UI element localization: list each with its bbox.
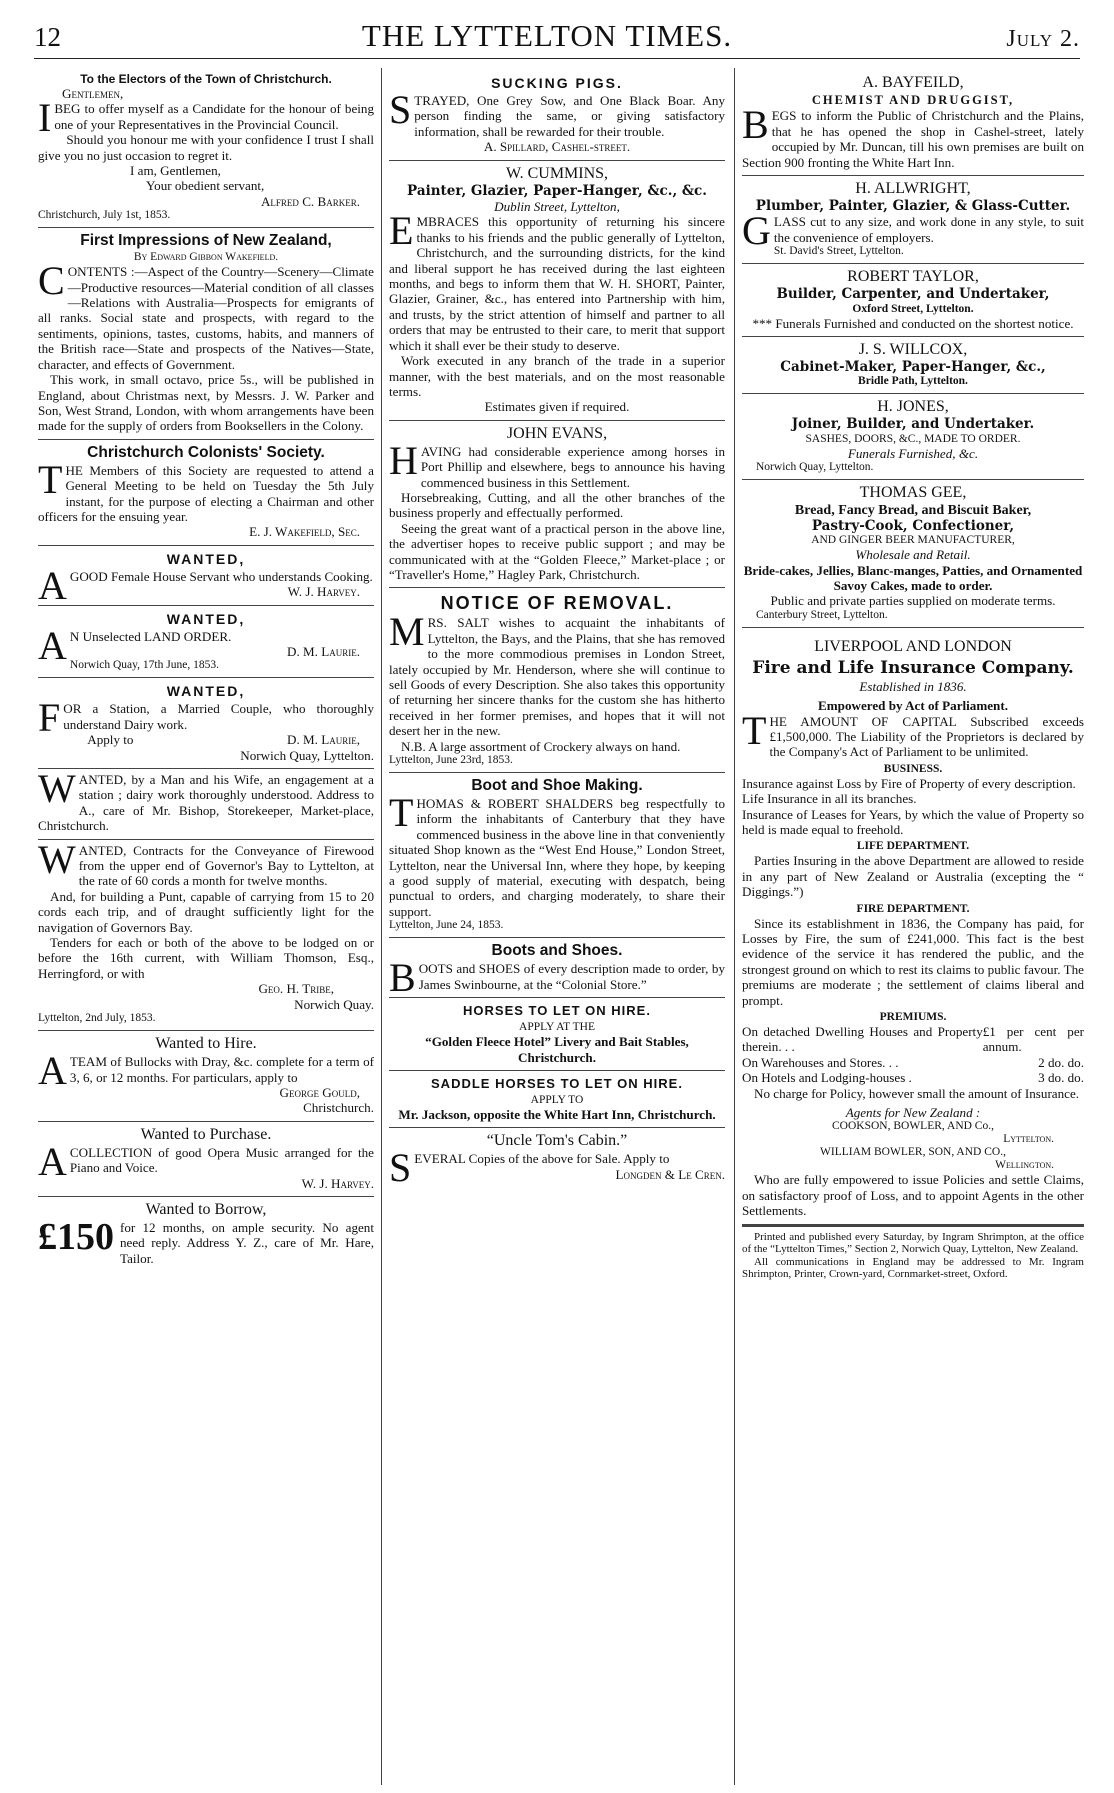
ad-heading: JOHN EVANS,	[506, 424, 608, 442]
issue-date: July 2.	[1006, 26, 1080, 52]
premium-rate: £1 per cent per annum.	[982, 1024, 1084, 1055]
ad-signature: Longden & Le Cren.	[615, 1166, 725, 1182]
ad-heading: To the Electors of the Town of Christchurch.	[80, 72, 332, 86]
column-rule	[381, 68, 382, 1785]
ad-heading: Christchurch Colonists' Society.	[87, 443, 325, 461]
ad-body: Public and private parties supplied on moderate terms.	[770, 593, 1056, 609]
imprint	[742, 1225, 1084, 1281]
ad-body: GLASS cut to any size, and work done in any style, to suit the convenience of employers.	[742, 208, 1084, 254]
column-rule	[734, 68, 735, 1785]
ad-signature: Alfred C. Barker.	[260, 193, 360, 209]
ad-trade: AND GINGER BEER MANUFACTURER,	[811, 534, 1015, 547]
ad-salutation: Gentlemen,	[62, 86, 124, 101]
ad-trade: Plumber, Painter, Glazier, & Glass-Cutter.	[755, 198, 1071, 215]
ad-dateline: Lyttelton, June 23rd, 1853.	[389, 754, 513, 767]
ad-heading: LIVERPOOL AND LONDON	[814, 637, 1012, 655]
ad-horses-hire	[389, 998, 725, 1071]
section-heading: BUSINESS.	[883, 762, 943, 775]
ad-body: WANTED, Contracts for the Conveyance of Firewood from the upper end of Governor's Bay to Lyttelton, at the rate of 60 cords a month for twelve months.	[38, 836, 374, 889]
premium-row	[742, 1024, 1084, 1055]
ad-heading: NOTICE OF REMOVAL.	[440, 593, 674, 614]
ad-body: Funerals Furnished, &c.	[847, 445, 979, 461]
ad-body: HAVING had considerable experience among horses in Port Phillip and elsewhere, begs to announce his having commenced business in this Settlement.	[389, 437, 725, 490]
ad-address: Bridle Path, Lyttelton.	[858, 375, 968, 388]
ad-closing: Your obedient servant,	[146, 178, 265, 194]
agents-heading: Agents for New Zealand :	[845, 1105, 981, 1121]
ad-body: IBEG to offer myself as a Candidate for the honour of being one of your Representatives in the Provincial Council.	[38, 95, 374, 141]
premium-rate: 3 do. do.	[1038, 1070, 1084, 1086]
ad-wanted-man-wife	[38, 766, 374, 840]
ad-wanted-purchase	[38, 1122, 374, 1197]
ad-address: Christchurch.	[303, 1100, 374, 1116]
ad-signature: A. Spillard, Cashel-street.	[483, 139, 631, 155]
ad-trade: Joiner, Builder, and Undertaker.	[791, 416, 1035, 433]
ad-body: SEVERAL Copies of the above for Sale. Apply to	[389, 1145, 670, 1191]
ad-willcox	[742, 337, 1084, 394]
ad-body: Tenders for each or both of the above to be lodged on or before the 16th current, with William Thomson, Esq., Herringford, or with	[38, 935, 374, 981]
ad-signature: George Gould,	[279, 1084, 360, 1100]
ad-body: No charge for Policy, however small the amount of Insurance.	[754, 1085, 1080, 1101]
column-2	[389, 70, 725, 1787]
ad-established: Established in 1836.	[859, 678, 967, 694]
ad-heading: SUCKING PIGS.	[491, 75, 623, 91]
premium-row	[742, 1055, 1084, 1070]
ad-body: MRS. SALT wishes to acquaint the inhabitants of Lyttelton, the Bays, and the Plains, that she has removed to the more commodious premises in London Street, lately occupied by Mr. Henderson, where she will continue to sell Goods of every Description. She also takes this opportunity of returning her sincere thanks for the custom she has hitherto received in her former premises, and hopes that it will not desert her in the new.	[389, 609, 725, 739]
ad-heading: Boot and Shoe Making.	[471, 777, 643, 795]
ad-address: Norwich Quay, Lyttelton.	[756, 461, 874, 474]
ad-heading: SADDLE HORSES TO LET ON HIRE.	[431, 1075, 683, 1091]
ad-empowered: Empowered by Act of Parliament.	[818, 698, 1008, 714]
ad-uncle-toms-cabin	[389, 1128, 725, 1191]
premium-label: On detached Dwelling Houses and Property therein. . .	[742, 1024, 983, 1055]
ad-heading: Fire and Life Insurance Company.	[752, 657, 1074, 678]
ad-heading: H. ALLWRIGHT,	[855, 180, 971, 198]
ad-heading: ROBERT TAYLOR,	[847, 268, 979, 286]
ad-h-jones	[742, 394, 1084, 480]
ad-apply: APPLY TO	[530, 1093, 584, 1106]
ad-body: Horsebreaking, Cutting, and all the other branches of the business properly and effectually performed.	[389, 489, 725, 521]
masthead	[34, 18, 1080, 59]
ad-body: Mr. Jackson, opposite the White Hart Inn, Christchurch.	[398, 1106, 716, 1122]
ad-closing: I am, Gentlemen,	[130, 163, 221, 179]
loan-amount: £150	[38, 1215, 114, 1258]
ad-wanted-servant	[38, 546, 374, 606]
ad-wanted-borrow	[38, 1197, 374, 1271]
ad-body: Should you honour me with your confidence I trust I shall give you no just occasion to regret it.	[38, 132, 374, 163]
ad-allwright	[742, 176, 1084, 264]
ad-address: Oxford Street, Lyttelton.	[852, 302, 974, 315]
premium-rate: 2 do. do.	[1038, 1054, 1084, 1070]
premium-row	[742, 1070, 1084, 1085]
ad-heading: WANTED,	[166, 610, 246, 627]
section-heading: LIFE DEPARTMENT.	[856, 840, 970, 853]
agent-place: Wellington.	[995, 1159, 1054, 1172]
ad-address: Dublin Street, Lyttelton,	[494, 199, 620, 215]
ad-body: THE Members of this Society are requested to attend a General Meeting to be held on Tuesday the 5th July instant, for the purpose of electing a Chairman and other officers for the ensuing year.	[38, 456, 374, 524]
ad-impressions	[38, 228, 374, 439]
ad-dateline: Christchurch, July 1st, 1853.	[38, 209, 171, 222]
ad-boot-shoe-making	[389, 773, 725, 938]
ad-heading: Boots and Shoes.	[491, 942, 623, 960]
ad-signature: D. M. Laurie,	[287, 732, 360, 748]
ad-signature: W. J. Harvey.	[301, 1175, 374, 1191]
ad-body: Seeing the great want of a practical person in the above line, the advertiser hopes to receive public support ; and may be communicated with at the “Golden Fleece,” Market-place ; or “Traveller's Home,” Hagley Park, Christchurch.	[389, 520, 725, 582]
ad-robert-taylor	[742, 264, 1084, 337]
premium-label: On Warehouses and Stores. . .	[742, 1054, 899, 1070]
ad-bayfeild	[742, 70, 1084, 176]
ad-body: Since its establishment in 1836, the Company has paid, for Losses by Fire, the sum of £241,000. This fact is the best evidence of the service it has rendered the public, and the strongest ground on which to rest its claims to public favour. The premiums are moderate ; the settlement of claims liberal and prompt.	[742, 915, 1084, 1008]
ad-body: Life Insurance in all its branches.	[742, 791, 917, 807]
imprint-line: All communications in England may be addressed to Mr. Ingram Shrimpton, Printer, Crown-yard, Cornmarket-street, Oxford.	[742, 1255, 1084, 1281]
ad-dateline: Lyttelton, June 24, 1853.	[389, 919, 504, 932]
ad-body: CONTENTS :—Aspect of the Country—Scenery—Climate—Productive resources—Material condition of all classes—Relations with Australia—Prospects for emigrants of all ranks. Social state and prospects, with regard to the sentiments, opinions, tastes, customs, habits, and manners of the British race—State and prospects of the Natives—State, character, and effects of Government.	[38, 258, 374, 372]
premium-label: On Hotels and Lodging-houses .	[742, 1070, 912, 1086]
ad-body: Bride-cakes, Jellies, Blanc-manges, Patties, and Ornamented Savoy Cakes, made to order.	[743, 562, 1083, 593]
ad-body: N.B. A large assortment of Crockery always on hand.	[401, 738, 681, 754]
ad-heading: J. S. WILLCOX,	[858, 341, 968, 359]
ad-trade: Wholesale and Retail.	[855, 547, 971, 563]
section-heading: FIRE DEPARTMENT.	[856, 902, 970, 915]
ad-wanted-contracts	[38, 836, 374, 1031]
ad-body: WANTED, by a Man and his Wife, an engagement at a station ; dairy work thoroughly understood. Address to A., care of Mr. Bishop, Storekeeper, Market-place, Christchurch.	[38, 766, 374, 834]
ad-signature: Geo. H. Tribe,	[258, 981, 334, 997]
ad-body: *** Funerals Furnished and conducted on the shortest notice.	[752, 315, 1074, 331]
ad-body: Insurance against Loss by Fire of Property of every description.	[742, 775, 1076, 791]
ad-wanted-land-order	[38, 606, 374, 679]
ad-subheading: CHEMIST AND DRUGGIST,	[811, 93, 1015, 107]
ad-heading: H. JONES,	[877, 398, 949, 416]
section-heading: PREMIUMS.	[879, 1011, 947, 1024]
ad-body: for 12 months, on ample security. No agent need reply. Address Y. Z., care of Mr. Hare, Tailor.	[120, 1219, 374, 1266]
ad-sucking-pigs	[389, 70, 725, 161]
ad-heading: THOMAS GEE,	[859, 484, 967, 502]
ad-body: ATEAM of Bullocks with Dray, &c. complete for a term of 3, 6, or 12 months. For particulars, apply to	[38, 1048, 374, 1094]
ad-apply: Apply to	[87, 732, 134, 748]
ad-byline: By Edward Gibbon Wakefield.	[133, 251, 279, 264]
ad-body: STRAYED, One Grey Sow, and One Black Boar. Any person finding the same, or giving satisfactory information, shall be rewarded for their trouble.	[389, 87, 725, 139]
ad-heading: WANTED,	[166, 683, 246, 700]
ad-heading: HORSES TO LET ON HIRE.	[463, 1003, 651, 1019]
ad-body: This work, in small octavo, price 5s., will be published in England, about Christmas next, by Messrs. J. W. Parker and Son, West Strand, London, with whom arrangements have been made for the supply of orders from Booksellers in the Colony.	[38, 372, 374, 434]
ad-body: FOR a Station, a Married Couple, who thoroughly understand Dairy work.	[38, 695, 374, 741]
column-3	[742, 70, 1084, 1787]
ad-body: ACOLLECTION of good Opera Music arranged for the Piano and Voice.	[38, 1138, 374, 1184]
ad-trade: Painter, Glazier, Paper-Hanger, &c., &c.	[407, 182, 707, 199]
ad-wanted-couple	[38, 678, 374, 769]
ad-cummins	[389, 161, 725, 421]
ad-notice-of-removal	[389, 588, 725, 773]
ad-body: BEGS to inform the Public of Christchurch and the Plains, that he has opened the shop in Cashel-street, lately occupied by Mr. Duncan, till his own premises are built on Section 900 fronting the White Hart Inn.	[742, 102, 1084, 170]
agent-place: Lyttelton.	[1003, 1133, 1054, 1146]
ad-subheading: SASHES, DOORS, &C., MADE TO ORDER.	[805, 432, 1021, 445]
imprint-line: Printed and published every Saturday, by Ingram Shrimpton, at the office of the “Lyttelton Times,” Section 2, Norwich Quay, Lyttelton, New Zealand.	[742, 1230, 1084, 1256]
ad-body: Parties Insuring in the above Department are allowed to reside in any part of New Zealand or Australia (excepting the “ Diggings.”)	[742, 853, 1084, 900]
ad-saddle-horses	[389, 1071, 725, 1128]
ad-address: Norwich Quay.	[294, 996, 374, 1012]
ad-john-evans	[389, 421, 725, 589]
page-number: 12	[34, 22, 61, 52]
ad-body: Who are fully empowered to issue Policies and settle Claims, on satisfactory proof of Loss, and to appoint Agents in the other Settlements.	[742, 1172, 1084, 1219]
ad-body: Insurance of Leases for Years, by which the value of Property so held is made equal to freehold.	[742, 806, 1084, 837]
ad-body: EMBRACES this opportunity of returning his sincere thanks to his friends and the public generally of Lyttelton, Christchurch, and the surrounding districts, for the kind and liberal support he has received during the last eighteen months, and begs to inform them that W. H. SHORT, Painter, Glazier, Grainer, &c., has entered into Partnership with him, and trusts, by the strict attention of himself and partner to all orders that may be entrusted to their care, to merit that support which it shall ever be their study to deserve.	[389, 208, 725, 353]
ad-heading: First Impressions of New Zealand,	[80, 232, 332, 250]
ad-body: And, for building a Punt, capable of carrying from 15 to 20 cords each trip, and of draught sufficiently light for the navigation of Governors Bay.	[38, 888, 374, 935]
ad-body: “Golden Fleece Hotel” Livery and Bait Stables, Christchurch.	[425, 1034, 689, 1065]
ad-electors	[38, 70, 374, 228]
ad-heading: Wanted to Purchase.	[140, 1125, 272, 1143]
ad-heading: Wanted to Borrow,	[145, 1200, 267, 1218]
ad-thomas-gee	[742, 480, 1084, 627]
ad-body: BOOTS and SHOES of every description made to order, by James Swinbourne, at the “Colonial Store.”	[389, 955, 725, 1001]
ad-apply: APPLY AT THE	[519, 1021, 595, 1034]
ad-dateline: Lyttelton, 2nd July, 1853.	[38, 1012, 156, 1025]
ad-body: Estimates given if required.	[484, 399, 630, 415]
ad-dateline: Norwich Quay, 17th June, 1853.	[69, 659, 219, 672]
ad-heading: “Uncle Tom's Cabin.”	[486, 1132, 628, 1150]
ad-wanted-hire	[38, 1031, 374, 1122]
ad-heading: Wanted to Hire.	[155, 1035, 257, 1053]
column-1	[38, 70, 374, 1787]
ad-insurance	[742, 628, 1084, 1225]
ad-body: Work executed in any branch of the trade in a superior manner, with the best materials, and on the most reasonable terms.	[389, 353, 725, 399]
ad-heading: A. BAYFEILD,	[862, 74, 964, 91]
agent-name: COOKSON, BOWLER, AND Co.,	[832, 1120, 994, 1133]
ad-trade: Cabinet-Maker, Paper-Hanger, &c.,	[780, 359, 1046, 376]
agent-name: WILLIAM BOWLER, SON, AND CO.,	[820, 1146, 1006, 1159]
ad-body: AGOOD Female House Servant who understands Cooking.	[38, 562, 373, 608]
ad-signature: W. J. Harvey.	[287, 584, 360, 600]
ad-heading: WANTED,	[166, 550, 246, 567]
ad-address: Canterbury Street, Lyttelton.	[756, 608, 888, 621]
ad-heading: W. CUMMINS,	[505, 164, 609, 182]
ad-trade: Bread, Fancy Bread, and Biscuit Baker,	[794, 503, 1032, 519]
ad-address: St. David's Street, Lyttelton.	[773, 245, 904, 258]
ad-colonists-society	[38, 440, 374, 546]
newspaper-title: THE LYTTELTON TIMES.	[361, 18, 733, 53]
ad-signature: D. M. Laurie.	[287, 643, 360, 659]
ad-body: THOMAS & ROBERT SHALDERS beg respectfully to inform the inhabitants of Canterbury that they have commenced business in the above line in that conveniently situated Shop known as the “West End House,” London Street, Lyttelton, near the Universal Inn, where they hope, by keeping a good supply of material, executing with despatch, being punctual to orders, and charging moderately, to share their support.	[389, 790, 725, 919]
ad-trade: Builder, Carpenter, and Undertaker,	[776, 286, 1050, 303]
ad-body: THE AMOUNT OF CAPITAL Subscribed exceeds £1,500,000. The Liability of the Proprietors is declared by the Company's Act of Parliament to be unlimited.	[742, 707, 1084, 760]
ad-signature: E. J. Wakefield, Sec.	[249, 524, 360, 540]
ad-trade: Pastry-Cook, Confectioner,	[811, 517, 1015, 534]
ad-body: AN Unselected LAND ORDER.	[38, 622, 232, 668]
ad-boots-shoes	[389, 938, 725, 1001]
ad-address: Norwich Quay, Lyttelton.	[240, 747, 374, 763]
